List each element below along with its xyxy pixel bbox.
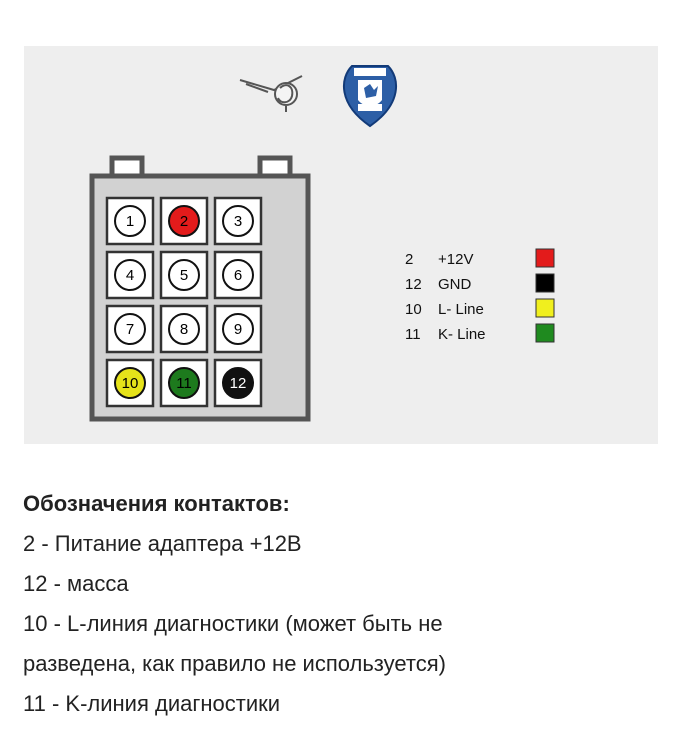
legend-row-pin-12 [405,274,554,293]
caption-line-pin-12: 12 - масса [23,571,129,596]
connector-diagram [24,46,658,444]
legend-row-pin-11 [405,324,554,343]
pin-11 [161,360,207,406]
pin-number-label: 4 [125,267,135,284]
caption-line-pin-11: 11 - K-линия диагностики [23,691,281,716]
pin-2 [161,198,207,244]
pin-number-label: 12 [229,375,247,392]
pin-number-label: 6 [233,267,243,284]
caption-line-pin-10-note: разведена, как правило не используется) [23,651,446,676]
pin-12 [215,360,261,406]
legend-color-swatch [536,299,554,317]
legend-signal-name: GND [438,276,472,293]
caption-line-pin-2: 2 - Питание адаптера +12В [23,531,302,556]
pinout-caption [23,484,663,724]
legend-color-swatch [536,324,554,342]
pin-legend [405,249,554,343]
pin-6 [215,252,261,298]
diagram-panel [24,46,658,444]
pin-8 [161,306,207,352]
legend-color-swatch [536,274,554,292]
pin-number-label: 1 [125,213,135,230]
pin-number-label: 8 [179,321,189,338]
pin-7 [107,306,153,352]
legend-pin-number: 11 [405,326,421,343]
legend-signal-name: L- Line [438,301,484,318]
pin-1 [107,198,153,244]
pin-number-label: 9 [233,321,243,338]
legend-pin-number: 12 [405,276,422,293]
pin-3 [215,198,261,244]
legend-row-pin-10 [405,299,554,318]
pin-number-label: 2 [179,213,189,230]
deer-figure [240,76,302,112]
pin-number-label: 5 [179,267,189,284]
caption-line-pin-10: 10 - L-линия диагностики (может быть не [23,611,443,636]
pin-4 [107,252,153,298]
caption-heading: Обозначения контактов: [23,491,290,516]
legend-signal-name: +12V [438,251,474,268]
pin-number-label: 3 [233,213,243,230]
pin-number-label: 10 [121,375,139,392]
legend-signal-name: K- Line [438,326,486,343]
legend-pin-number: 10 [405,301,422,318]
pin-9 [215,306,261,352]
legend-color-swatch [536,249,554,267]
pin-5 [161,252,207,298]
gaz-shield-icon [344,66,396,126]
pin-10 [107,360,153,406]
legend-row-pin-2 [405,249,554,268]
pin-number-label: 11 [176,375,192,392]
legend-pin-number: 2 [405,251,414,268]
pin-number-label: 7 [125,321,135,338]
gaz-logo [240,66,396,126]
